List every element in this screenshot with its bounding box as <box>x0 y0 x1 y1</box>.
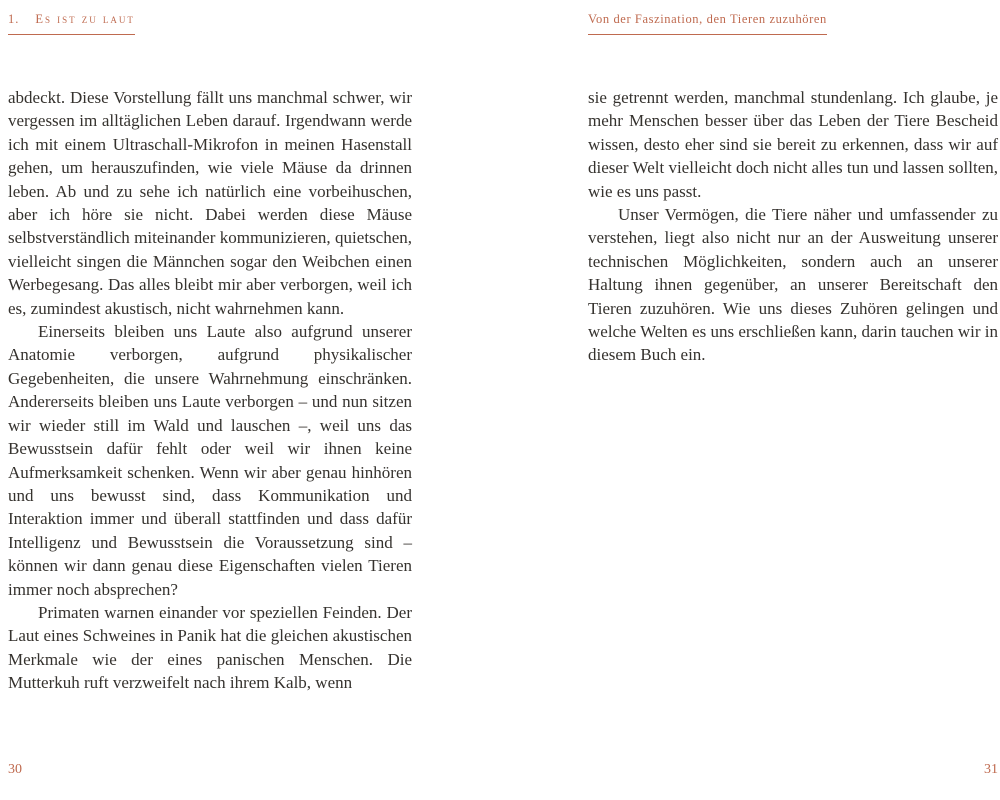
chapter-number: 1. <box>8 12 20 26</box>
running-header-left <box>8 12 135 35</box>
paragraph: Unser Vermögen, die Tiere näher und umfassender zu verstehen, liegt also nicht nur an der Ausweitung unserer technischen Möglichkeiten, sondern auch an unserer Haltung ihnen gegenüber, an unserer Bereitschaft den Tieren zuzuhören. Wie uns dieses Zuhören gelingen und welche Welten es uns erschließen kann, darin tauchen wir in diesem Buch ein. <box>588 205 998 365</box>
right-page <box>588 0 998 800</box>
left-page <box>8 0 412 800</box>
paragraph: Primaten warnen einander vor speziellen Feinden. Der Laut eines Schweines in Panik hat die gleichen akustischen Merkmale wie der eines panischen Menschen. Die Mutterkuh ruft verzweifelt nach ihrem Kalb, wenn <box>8 602 412 693</box>
chapter-title: Es ist zu laut <box>35 12 135 26</box>
paragraph: Einerseits bleiben uns Laute also aufgrund unserer Anatomie verborgen, aufgrund physikalischer Gegebenheiten, die unsere Wahrnehmung einschränken. Andererseits bleiben uns Laute verborgen – und nun sitzen wir wieder still im Wald und lauschen –, weil uns das Bewusstsein dafür fehlt oder weil wir ihnen keine Aufmerksamkeit schenken. Wenn wir aber genau hinhören und uns bewusst sind, dass Kommunikation und Interaktion immer und überall stattfinden und dass dafür Intelligenz und Bewusstsein die Voraussetzung sind – können wir dann genau diese Eigenschaften vielen Tieren immer noch absprechen? <box>8 322 412 599</box>
body-text-left <box>8 86 412 695</box>
paragraph: abdeckt. Diese Vorstellung fällt uns manchmal schwer, wir vergessen im alltäglichen Leben darauf. Irgendwann werde ich mit einem Ultraschall-Mikrofon in meinen Hasenstall gehen, um herauszufinden, wie viele Mäuse da drinnen leben. Ab und zu sehe ich natürlich eine vorbeihuschen, aber ich höre sie nicht. Dabei werden diese Mäuse selbstverständlich miteinander kommunizieren, quietschen, vielleicht singen die Männchen sogar den Weibchen einen Werbegesang. Das alles bleibt mir aber verborgen, weil ich es, zumindest akustisch, nicht wahrnehmen kann. <box>8 88 412 318</box>
body-text-right <box>588 86 998 367</box>
paragraph: sie getrennt werden, manchmal stundenlang. Ich glaube, je mehr Menschen besser über das Leben der Tiere Bescheid wissen, desto eher sind sie bereit zu erkennen, dass wir auf dieser Welt vielleicht doch nicht alles tun und lassen sollten, wie es uns passt. <box>588 88 999 201</box>
page-number-right: 31 <box>984 762 998 777</box>
page-number-left: 30 <box>8 762 22 777</box>
running-title: Von der Faszination, den Tieren zuzuhören <box>588 12 827 26</box>
running-header-right <box>588 12 827 35</box>
